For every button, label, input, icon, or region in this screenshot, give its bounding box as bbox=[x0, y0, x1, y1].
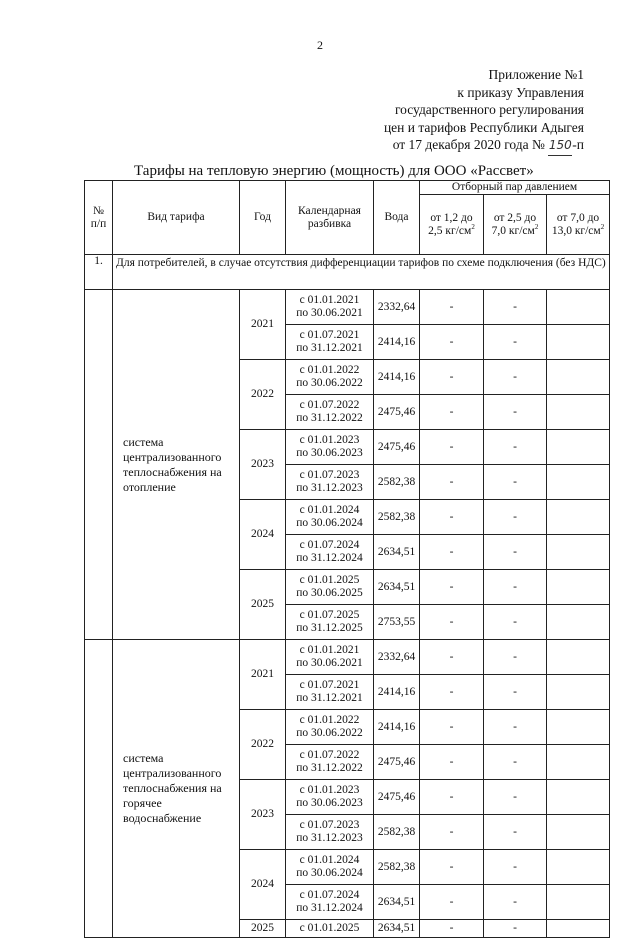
header-steam-group: Отборный пар давлением bbox=[420, 181, 610, 195]
steam-3-cell bbox=[547, 745, 610, 780]
period-from: с 01.07.2023 bbox=[299, 819, 360, 831]
period-to: по 31.12.2023 bbox=[296, 832, 363, 844]
steam-3-cell bbox=[547, 640, 610, 675]
section-number: 1. bbox=[85, 255, 113, 290]
period-from: с 01.01.2021 bbox=[299, 644, 360, 656]
appendix-line: к приказу Управления bbox=[457, 84, 584, 100]
steam-3-cell bbox=[547, 360, 610, 395]
period-cell bbox=[286, 535, 374, 570]
appendix-line: государственного регулирования bbox=[394, 102, 584, 117]
steam-2-cell: - bbox=[484, 815, 547, 850]
steam-2-cell: - bbox=[484, 500, 547, 535]
steam-1-cell: - bbox=[420, 920, 484, 938]
steam-3-cell bbox=[547, 710, 610, 745]
period-cell bbox=[286, 780, 374, 815]
steam-3-cell bbox=[547, 290, 610, 325]
steam-1-cell: - bbox=[420, 290, 484, 325]
water-tariff-cell: 2332,64 bbox=[374, 290, 420, 325]
period-to: по 30.06.2021 bbox=[296, 657, 363, 669]
document-title: Тарифы на тепловую энергию (мощность) для ООО «Рассвет» bbox=[134, 163, 534, 179]
steam-3-cell bbox=[547, 885, 610, 920]
header-steam-3-text: от 7,0 до 13,0 кг/см bbox=[551, 211, 601, 237]
water-tariff-cell: 2414,16 bbox=[374, 675, 420, 710]
period-from: с 01.07.2022 bbox=[299, 399, 360, 411]
steam-2-cell: - bbox=[484, 640, 547, 675]
tariff-kind-cell: система централизованного теплоснабжения на горячее водоснабжение bbox=[113, 640, 240, 938]
steam-1-cell: - bbox=[420, 605, 484, 640]
table-row bbox=[85, 640, 610, 675]
water-tariff-cell: 2475,46 bbox=[374, 430, 420, 465]
water-tariff-cell: 2414,16 bbox=[374, 360, 420, 395]
period-to: по 30.06.2022 bbox=[296, 727, 363, 739]
steam-3-cell bbox=[547, 815, 610, 850]
period-from: с 01.07.2021 bbox=[299, 329, 360, 341]
steam-1-cell: - bbox=[420, 395, 484, 430]
header-steam-3 bbox=[547, 195, 610, 255]
period-from: с 01.01.2024 bbox=[299, 854, 360, 866]
header-period: Календарная разбивка bbox=[286, 181, 374, 255]
steam-2-cell: - bbox=[484, 535, 547, 570]
period-cell bbox=[286, 710, 374, 745]
water-tariff-cell: 2582,38 bbox=[374, 465, 420, 500]
year-cell: 2025 bbox=[240, 570, 286, 640]
steam-2-cell: - bbox=[484, 360, 547, 395]
steam-2-cell: - bbox=[484, 605, 547, 640]
steam-3-cell bbox=[547, 920, 610, 938]
header-steam-1-text: от 1,2 до 2,5 кг/см bbox=[428, 211, 473, 237]
water-tariff-cell: 2634,51 bbox=[374, 920, 420, 938]
period-to: по 30.06.2025 bbox=[296, 587, 363, 599]
steam-2-cell: - bbox=[484, 395, 547, 430]
order-date-text: от 17 декабря 2020 года № bbox=[392, 137, 549, 152]
header-steam-1 bbox=[420, 195, 484, 255]
period-to: по 31.12.2025 bbox=[296, 622, 363, 634]
period-cell bbox=[286, 920, 374, 938]
steam-1-cell: - bbox=[420, 745, 484, 780]
year-cell: 2023 bbox=[240, 780, 286, 850]
period-from: с 01.01.2022 bbox=[299, 364, 360, 376]
superscript: 2 bbox=[471, 222, 475, 231]
water-tariff-cell: 2475,46 bbox=[374, 780, 420, 815]
water-tariff-cell: 2475,46 bbox=[374, 395, 420, 430]
period-to: по 31.12.2021 bbox=[296, 692, 363, 704]
period-from: с 01.01.2024 bbox=[299, 504, 360, 516]
steam-1-cell: - bbox=[420, 430, 484, 465]
water-tariff-cell: 2753,55 bbox=[374, 605, 420, 640]
superscript: 2 bbox=[600, 222, 605, 231]
period-from: с 01.01.2023 bbox=[299, 784, 360, 796]
period-to: по 30.06.2021 bbox=[296, 307, 363, 319]
period-to: по 31.12.2024 bbox=[296, 552, 363, 564]
period-cell bbox=[286, 570, 374, 605]
steam-2-cell: - bbox=[484, 675, 547, 710]
period-to: по 30.06.2024 bbox=[296, 867, 363, 879]
period-cell bbox=[286, 640, 374, 675]
appendix-block bbox=[384, 66, 584, 156]
appendix-line: Приложение №1 bbox=[488, 67, 584, 82]
steam-1-cell: - bbox=[420, 885, 484, 920]
year-cell: 2025 bbox=[240, 920, 286, 938]
period-to: по 31.12.2022 bbox=[296, 762, 363, 774]
steam-1-cell: - bbox=[420, 780, 484, 815]
year-cell: 2024 bbox=[240, 500, 286, 570]
water-tariff-cell: 2582,38 bbox=[374, 500, 420, 535]
superscript: 2 bbox=[534, 222, 539, 231]
steam-1-cell: - bbox=[420, 535, 484, 570]
steam-3-cell bbox=[547, 430, 610, 465]
appendix-line: цен и тарифов Республики Адыгея bbox=[383, 119, 584, 135]
steam-1-cell: - bbox=[420, 570, 484, 605]
steam-2-cell: - bbox=[484, 920, 547, 938]
steam-3-cell bbox=[547, 570, 610, 605]
steam-2-cell: - bbox=[484, 885, 547, 920]
period-from: с 01.01.2021 bbox=[299, 294, 360, 306]
tariff-kind-cell: система централизованного теплоснабжения на отопление bbox=[113, 290, 240, 640]
steam-3-cell bbox=[547, 325, 610, 360]
steam-1-cell: - bbox=[420, 710, 484, 745]
steam-1-cell: - bbox=[420, 675, 484, 710]
period-to: по 31.12.2023 bbox=[296, 482, 363, 494]
period-cell bbox=[286, 325, 374, 360]
steam-3-cell bbox=[547, 780, 610, 815]
water-tariff-cell: 2475,46 bbox=[374, 745, 420, 780]
period-from: с 01.01.2025 bbox=[299, 922, 360, 934]
water-tariff-cell: 2332,64 bbox=[374, 640, 420, 675]
period-from: с 01.01.2025 bbox=[299, 574, 360, 586]
order-number: 150 bbox=[548, 137, 572, 156]
year-cell: 2024 bbox=[240, 850, 286, 920]
steam-2-cell: - bbox=[484, 465, 547, 500]
steam-3-cell bbox=[547, 395, 610, 430]
water-tariff-cell: 2582,38 bbox=[374, 850, 420, 885]
steam-3-cell bbox=[547, 500, 610, 535]
steam-2-cell: - bbox=[484, 325, 547, 360]
row-number-cell bbox=[85, 290, 113, 640]
period-from: с 01.07.2021 bbox=[299, 679, 360, 691]
year-cell: 2022 bbox=[240, 710, 286, 780]
header-steam-2-text: от 2,5 до 7,0 кг/см bbox=[491, 211, 537, 237]
period-cell bbox=[286, 500, 374, 535]
period-cell bbox=[286, 465, 374, 500]
steam-2-cell: - bbox=[484, 745, 547, 780]
order-suffix: -п bbox=[572, 137, 584, 152]
period-cell bbox=[286, 430, 374, 465]
header-year: Год bbox=[240, 181, 286, 255]
steam-3-cell bbox=[547, 605, 610, 640]
period-to: по 31.12.2024 bbox=[296, 902, 363, 914]
period-cell bbox=[286, 815, 374, 850]
period-from: с 01.07.2024 bbox=[299, 539, 360, 551]
steam-2-cell: - bbox=[484, 290, 547, 325]
page-number: 2 bbox=[317, 38, 323, 52]
period-to: по 30.06.2023 bbox=[296, 447, 363, 459]
period-from: с 01.01.2022 bbox=[299, 714, 360, 726]
steam-3-cell bbox=[547, 850, 610, 885]
period-cell bbox=[286, 395, 374, 430]
header-kind: Вид тарифа bbox=[113, 181, 240, 255]
period-from: с 01.01.2023 bbox=[299, 434, 360, 446]
period-to: по 30.06.2023 bbox=[296, 797, 363, 809]
year-cell: 2023 bbox=[240, 430, 286, 500]
period-from: с 01.07.2025 bbox=[299, 609, 360, 621]
steam-2-cell: - bbox=[484, 430, 547, 465]
period-cell bbox=[286, 745, 374, 780]
period-to: по 30.06.2022 bbox=[296, 377, 363, 389]
steam-3-cell bbox=[547, 535, 610, 570]
water-tariff-cell: 2414,16 bbox=[374, 325, 420, 360]
steam-2-cell: - bbox=[484, 570, 547, 605]
steam-1-cell: - bbox=[420, 360, 484, 395]
steam-1-cell: - bbox=[420, 465, 484, 500]
steam-2-cell: - bbox=[484, 710, 547, 745]
water-tariff-cell: 2634,51 bbox=[374, 570, 420, 605]
water-tariff-cell: 2582,38 bbox=[374, 815, 420, 850]
tariff-table-body bbox=[85, 255, 610, 938]
steam-1-cell: - bbox=[420, 850, 484, 885]
period-cell bbox=[286, 605, 374, 640]
row-number-cell bbox=[85, 640, 113, 938]
steam-2-cell: - bbox=[484, 780, 547, 815]
period-cell bbox=[286, 885, 374, 920]
year-cell: 2022 bbox=[240, 360, 286, 430]
steam-3-cell bbox=[547, 465, 610, 500]
period-cell bbox=[286, 675, 374, 710]
year-cell: 2021 bbox=[240, 640, 286, 710]
steam-2-cell: - bbox=[484, 850, 547, 885]
water-tariff-cell: 2634,51 bbox=[374, 535, 420, 570]
appendix-date-line bbox=[384, 136, 584, 156]
period-to: по 31.12.2022 bbox=[296, 412, 363, 424]
period-from: с 01.07.2022 bbox=[299, 749, 360, 761]
section-description: Для потребителей, в случае отсутствия дифференциации тарифов по схеме подключения (без НДС) bbox=[113, 255, 610, 290]
header-water: Вода bbox=[374, 181, 420, 255]
table-row bbox=[85, 290, 610, 325]
water-tariff-cell: 2634,51 bbox=[374, 885, 420, 920]
period-to: по 31.12.2021 bbox=[296, 342, 363, 354]
period-cell bbox=[286, 360, 374, 395]
steam-1-cell: - bbox=[420, 325, 484, 360]
period-cell bbox=[286, 850, 374, 885]
period-from: с 01.07.2024 bbox=[299, 889, 360, 901]
tariff-table bbox=[84, 180, 610, 938]
period-from: с 01.07.2023 bbox=[299, 469, 360, 481]
water-tariff-cell: 2414,16 bbox=[374, 710, 420, 745]
header-num: № п/п bbox=[85, 181, 113, 255]
steam-3-cell bbox=[547, 675, 610, 710]
period-cell bbox=[286, 290, 374, 325]
steam-1-cell: - bbox=[420, 640, 484, 675]
steam-1-cell: - bbox=[420, 815, 484, 850]
year-cell: 2021 bbox=[240, 290, 286, 360]
steam-1-cell: - bbox=[420, 500, 484, 535]
header-steam-2 bbox=[484, 195, 547, 255]
period-to: по 30.06.2024 bbox=[296, 517, 363, 529]
